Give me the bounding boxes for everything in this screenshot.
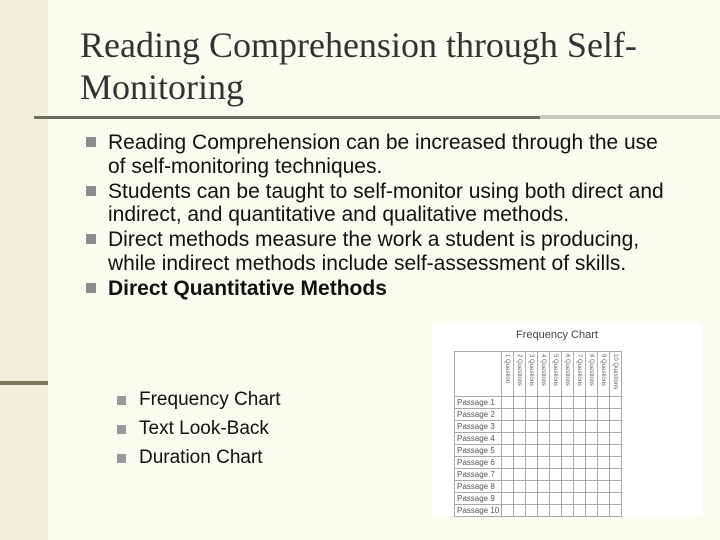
grid-cell xyxy=(586,421,598,433)
grid-row xyxy=(455,481,622,493)
grid-cell xyxy=(586,433,598,445)
grid-column-header-label: 9 Questions xyxy=(600,354,606,387)
grid-cell xyxy=(610,469,622,481)
grid-column-header-label: 7 Questions xyxy=(576,354,582,387)
grid-cell xyxy=(562,469,574,481)
grid-cell xyxy=(502,505,514,517)
bullet-text: Direct methods measure the work a student is producing, while indirect methods include self-assessment of skills. xyxy=(108,228,640,275)
grid-cell xyxy=(550,457,562,469)
bullet-item xyxy=(86,277,666,301)
grid-cell xyxy=(538,505,550,517)
bullet-item xyxy=(86,180,666,227)
grid-cell xyxy=(574,445,586,457)
grid-cell xyxy=(562,433,574,445)
grid-cell xyxy=(598,493,610,505)
grid-cell xyxy=(538,397,550,409)
grid-cell xyxy=(550,433,562,445)
grid-cell xyxy=(598,469,610,481)
grid-column-header xyxy=(610,352,622,397)
grid-cell xyxy=(538,469,550,481)
grid-row xyxy=(455,433,622,445)
grid-cell xyxy=(586,457,598,469)
grid-cell xyxy=(610,505,622,517)
grid-cell xyxy=(526,421,538,433)
grid-cell xyxy=(610,457,622,469)
grid-cell xyxy=(562,493,574,505)
grid-row-label: Passage 2 xyxy=(455,409,502,421)
grid-cell xyxy=(586,409,598,421)
bullet-square-icon xyxy=(86,234,96,244)
grid-column-header xyxy=(586,352,598,397)
grid-column-header-label: 10 Questions xyxy=(612,354,618,390)
grid-cell xyxy=(598,481,610,493)
bullet-text: Reading Comprehension can be increased through the use of self-monitoring techniques. xyxy=(108,131,658,178)
grid-column-header-label: 8 Questions xyxy=(588,354,594,387)
grid-cell xyxy=(610,481,622,493)
grid-column-header-label: 1 Question xyxy=(504,354,510,384)
grid-column-header-label: 6 Questions xyxy=(564,354,570,387)
bullet-item xyxy=(86,131,666,178)
left-accent-bar xyxy=(0,381,48,385)
grid-cell xyxy=(610,433,622,445)
grid-cell xyxy=(562,481,574,493)
grid-cell xyxy=(538,457,550,469)
grid-column-header xyxy=(598,352,610,397)
grid-column-header xyxy=(550,352,562,397)
grid-column-header xyxy=(574,352,586,397)
grid-cell xyxy=(502,469,514,481)
bullet-square-icon xyxy=(86,137,96,147)
grid-cell xyxy=(538,445,550,457)
sub-bullet-list xyxy=(117,385,281,472)
grid-cell xyxy=(550,421,562,433)
grid-cell xyxy=(598,421,610,433)
grid-cell xyxy=(598,397,610,409)
grid-cell xyxy=(526,409,538,421)
grid-cell xyxy=(610,421,622,433)
grid-cell xyxy=(610,409,622,421)
grid-row-label: Passage 1 xyxy=(455,397,502,409)
grid-row-label: Passage 6 xyxy=(455,457,502,469)
sub-bullet-text: Frequency Chart xyxy=(139,389,281,410)
grid-cell xyxy=(562,409,574,421)
grid-row xyxy=(455,409,622,421)
grid-column-header xyxy=(538,352,550,397)
grid-row-label: Passage 10 xyxy=(455,505,502,517)
grid-cell xyxy=(574,505,586,517)
grid-column-header xyxy=(526,352,538,397)
sub-bullet-item xyxy=(117,443,281,472)
grid-cell xyxy=(550,493,562,505)
grid-column-header-label: 5 Questions xyxy=(552,354,558,387)
grid-cell xyxy=(562,457,574,469)
grid-column-header xyxy=(514,352,526,397)
grid-cell xyxy=(502,445,514,457)
grid-row-label: Passage 7 xyxy=(455,469,502,481)
grid-row-label: Passage 4 xyxy=(455,433,502,445)
grid-cell xyxy=(610,445,622,457)
grid-cell xyxy=(574,457,586,469)
grid-cell xyxy=(598,505,610,517)
grid-cell xyxy=(502,421,514,433)
grid-cell xyxy=(586,481,598,493)
grid-cell xyxy=(538,421,550,433)
grid-cell xyxy=(502,457,514,469)
bullet-list xyxy=(86,131,666,302)
grid-row-label: Passage 8 xyxy=(455,481,502,493)
grid-row-label: Passage 9 xyxy=(455,493,502,505)
sub-bullet-square-icon xyxy=(117,425,126,434)
grid-cell xyxy=(610,493,622,505)
grid-cell xyxy=(586,397,598,409)
grid-cell xyxy=(538,409,550,421)
sub-bullet-square-icon xyxy=(117,396,126,405)
grid-cell xyxy=(586,445,598,457)
grid-cell xyxy=(514,505,526,517)
grid-cell xyxy=(526,481,538,493)
bullet-square-icon xyxy=(86,186,96,196)
left-decorative-band xyxy=(0,0,48,540)
grid-row-label: Passage 5 xyxy=(455,445,502,457)
grid-row xyxy=(455,445,622,457)
grid-row-label: Passage 3 xyxy=(455,421,502,433)
grid-row xyxy=(455,397,622,409)
grid-cell xyxy=(574,397,586,409)
grid-cell xyxy=(586,493,598,505)
grid-row xyxy=(455,421,622,433)
grid-cell xyxy=(550,397,562,409)
slide-title: Reading Comprehension through Self-Monitoring xyxy=(80,25,637,107)
grid-column-header-label: 4 Questions xyxy=(540,354,546,387)
grid-cell xyxy=(526,433,538,445)
grid-cell xyxy=(598,445,610,457)
grid-cell xyxy=(538,493,550,505)
grid-cell xyxy=(514,457,526,469)
grid-column-header-label: 2 Questions xyxy=(516,354,522,387)
sub-bullet-text: Text Look-Back xyxy=(139,418,269,439)
grid-cell xyxy=(550,469,562,481)
frequency-chart-image xyxy=(432,323,702,516)
grid-cell xyxy=(574,421,586,433)
grid-cell xyxy=(514,493,526,505)
grid-cell xyxy=(598,409,610,421)
grid-cell xyxy=(514,409,526,421)
grid-cell xyxy=(550,481,562,493)
grid-cell xyxy=(574,493,586,505)
grid-cell xyxy=(502,409,514,421)
sub-bullet-square-icon xyxy=(117,454,126,463)
grid-cell xyxy=(514,469,526,481)
grid-column-header-label: 3 Questions xyxy=(528,354,534,387)
grid-cell xyxy=(538,433,550,445)
grid-cell xyxy=(514,397,526,409)
grid-cell xyxy=(562,397,574,409)
bullet-text: Direct Quantitative Methods xyxy=(108,276,387,300)
grid-cell xyxy=(526,397,538,409)
grid-cell xyxy=(598,457,610,469)
frequency-chart-grid xyxy=(454,351,622,517)
sub-bullet-item xyxy=(117,385,281,414)
grid-cell xyxy=(502,397,514,409)
grid-cell xyxy=(538,481,550,493)
grid-cell xyxy=(610,397,622,409)
sub-bullet-item xyxy=(117,414,281,443)
grid-cell xyxy=(514,445,526,457)
bullet-item xyxy=(86,228,666,275)
grid-column-header xyxy=(562,352,574,397)
grid-row xyxy=(455,469,622,481)
grid-cell xyxy=(502,481,514,493)
grid-corner-cell xyxy=(455,352,502,397)
grid-cell xyxy=(586,505,598,517)
grid-row xyxy=(455,505,622,517)
grid-cell xyxy=(574,409,586,421)
grid-cell xyxy=(526,445,538,457)
bullet-square-icon xyxy=(86,283,96,293)
grid-cell xyxy=(514,433,526,445)
frequency-chart-title: Frequency Chart xyxy=(516,329,598,341)
grid-cell xyxy=(574,481,586,493)
grid-cell xyxy=(574,469,586,481)
grid-cell xyxy=(598,433,610,445)
grid-cell xyxy=(562,505,574,517)
grid-cell xyxy=(574,433,586,445)
grid-cell xyxy=(502,493,514,505)
grid-cell xyxy=(502,433,514,445)
bullet-text: Students can be taught to self-monitor using both direct and indirect, and quantitative and qualitative methods. xyxy=(108,179,664,226)
grid-cell xyxy=(514,481,526,493)
grid-cell xyxy=(526,505,538,517)
grid-cell xyxy=(550,445,562,457)
grid-row xyxy=(455,493,622,505)
sub-bullet-text: Duration Chart xyxy=(139,447,263,468)
title-divider-accent xyxy=(540,115,720,119)
title-divider xyxy=(34,116,620,119)
grid-cell xyxy=(562,445,574,457)
grid-cell xyxy=(526,457,538,469)
grid-cell xyxy=(586,469,598,481)
grid-cell xyxy=(514,421,526,433)
grid-cell xyxy=(550,505,562,517)
grid-cell xyxy=(550,409,562,421)
grid-cell xyxy=(526,493,538,505)
grid-row xyxy=(455,457,622,469)
grid-column-header xyxy=(502,352,514,397)
grid-cell xyxy=(562,421,574,433)
grid-cell xyxy=(526,469,538,481)
